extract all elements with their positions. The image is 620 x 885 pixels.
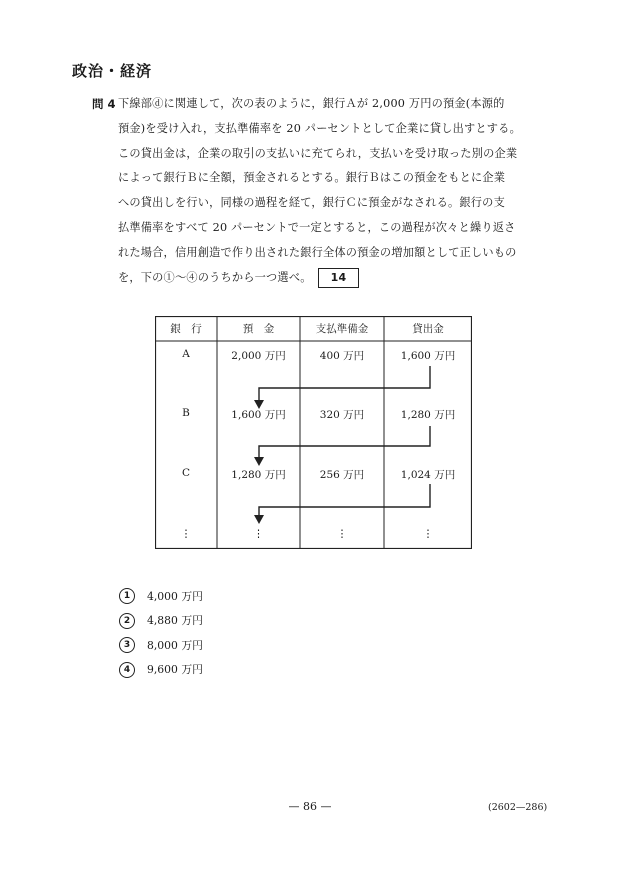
question-line-text: を，下の①～④のうちから一つ選べ。 <box>118 270 312 284</box>
question-line: への貸出しを行い，同様の過程を経て，銀行Ｃに預金がなされる。銀行の支 <box>118 196 505 210</box>
choice-4[interactable] <box>119 658 203 683</box>
question-line: によって銀行Ｂに全額，預金されるとする。銀行Ｂはこの預金をもとに企業 <box>118 171 506 185</box>
choice-number: 2 <box>119 613 135 629</box>
choice-1[interactable] <box>119 584 203 609</box>
choice-number: 3 <box>119 637 135 653</box>
cell-loan: 1,024 万円 <box>400 469 456 481</box>
cell-bank: ⋮ <box>180 528 192 540</box>
page-number: — 86 — <box>288 800 332 813</box>
cell-reserve: 320 万円 <box>319 409 365 421</box>
cell-reserve: ⋮ <box>336 528 348 540</box>
flow-arrow-a-to-b <box>259 366 430 402</box>
flow-arrow-b-to-c <box>259 426 430 459</box>
document-code: (2602—286) <box>488 802 548 813</box>
choice-2[interactable] <box>119 609 203 634</box>
choice-text: 4,000 万円 <box>147 589 203 603</box>
cell-deposit: 1,600 万円 <box>231 409 286 421</box>
section-title: 政治・経済 <box>72 62 153 80</box>
question-label: 問 4 <box>92 97 116 111</box>
header-bank: 銀 行 <box>170 323 202 335</box>
cell-bank: C <box>181 467 191 479</box>
cell-loan: 1,280 万円 <box>400 409 456 421</box>
header-deposit: 預 金 <box>242 323 275 335</box>
cell-bank: B <box>182 407 190 419</box>
choice-number: 1 <box>119 588 135 604</box>
question-line: この貸出金は，企業の取引の支払いに充てられ，支払いを受け取った別の企業 <box>118 146 518 160</box>
cell-reserve: 256 万円 <box>319 469 365 481</box>
cell-loan: ⋮ <box>422 528 434 540</box>
question-text <box>118 92 558 290</box>
answer-box: 14 <box>318 268 360 288</box>
choice-number: 4 <box>119 662 135 678</box>
arrow-head-icon <box>254 515 264 524</box>
flow-arrow-c-onward <box>259 484 430 517</box>
choice-text: 9,600 万円 <box>147 663 203 677</box>
question-line: れた場合，信用創造で作り出された銀行全体の預金の増加額として正しいもの <box>118 245 517 259</box>
header-reserve: 支払準備金 <box>315 323 369 335</box>
question-line-last <box>118 266 558 291</box>
deposit-table <box>155 316 472 549</box>
cell-deposit: 1,280 万円 <box>231 469 286 481</box>
question-line: 下線部ⓓに関連して，次の表のように，銀行Ａが 2,000 万円の預金(本源的 <box>118 97 505 110</box>
arrow-head-icon <box>254 457 264 466</box>
cell-deposit: 2,000 万円 <box>231 350 286 362</box>
choice-text: 8,000 万円 <box>147 638 203 652</box>
choice-3[interactable] <box>119 633 203 658</box>
question-line: 預金)を受け入れ，支払準備率を 20 パーセントとして企業に貸し出すとする。 <box>118 121 521 135</box>
cell-bank: A <box>182 348 190 360</box>
cell-deposit: ⋮ <box>253 528 264 540</box>
answer-choices <box>119 584 203 682</box>
header-loan: 貸出金 <box>412 323 444 335</box>
choice-text: 4,880 万円 <box>147 614 203 628</box>
question-line: 払準備率をすべて 20 パーセントで一定とすると，この過程が次々と繰り返さ <box>118 220 516 234</box>
cell-reserve: 400 万円 <box>319 350 365 362</box>
cell-loan: 1,600 万円 <box>400 350 456 362</box>
